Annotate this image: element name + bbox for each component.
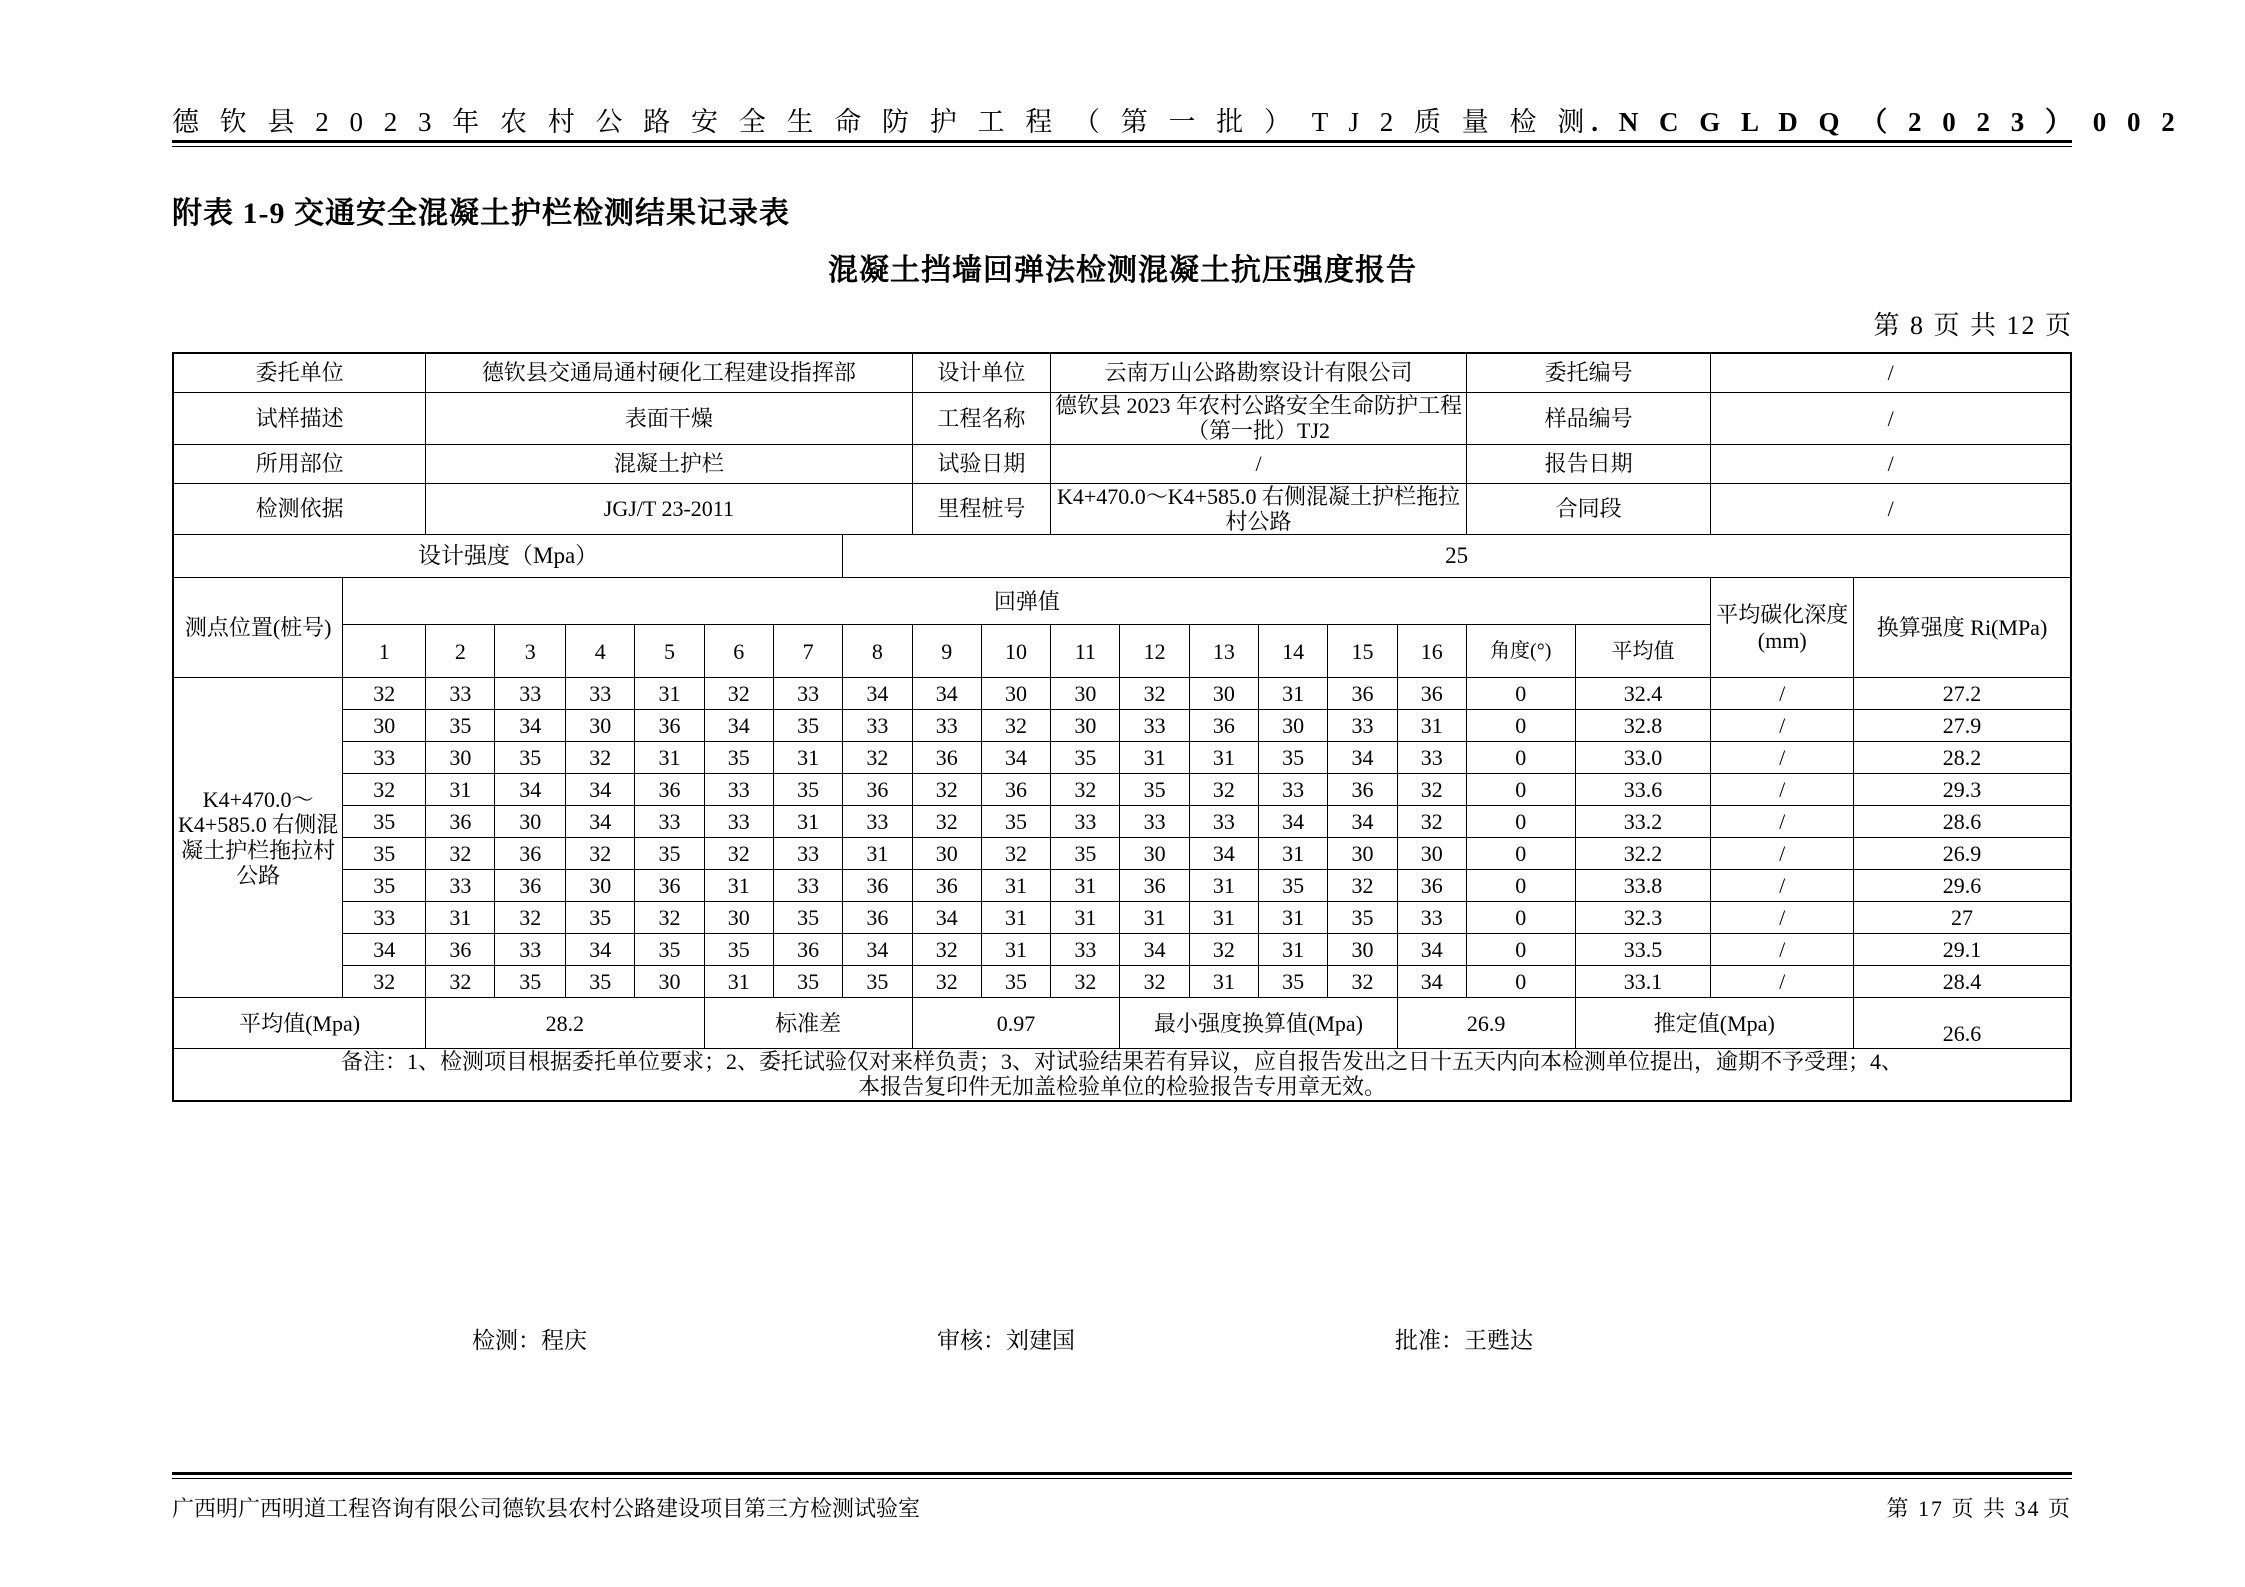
table-row bbox=[173, 806, 2071, 838]
cell-value: 35 bbox=[773, 902, 842, 934]
cell-value: 33 bbox=[704, 774, 773, 806]
label-test-basis: 检测依据 bbox=[173, 483, 426, 535]
cell-converted-strength: 27.9 bbox=[1854, 710, 2071, 742]
cell-angle: 0 bbox=[1466, 934, 1575, 966]
cell-converted-strength: 28.2 bbox=[1854, 742, 2071, 774]
cell-value: 31 bbox=[1259, 934, 1328, 966]
cell-average: 33.0 bbox=[1575, 742, 1711, 774]
cell-value: 34 bbox=[1259, 806, 1328, 838]
cell-value: 32 bbox=[566, 742, 635, 774]
notes-row bbox=[173, 1049, 2071, 1101]
info-row-3 bbox=[173, 444, 2071, 483]
value-contract-section: / bbox=[1711, 483, 2071, 535]
info-row-4 bbox=[173, 483, 2071, 535]
cell-value: 30 bbox=[343, 710, 426, 742]
cell-value: 33 bbox=[635, 806, 704, 838]
table-row bbox=[173, 902, 2071, 934]
cell-converted-strength: 28.6 bbox=[1854, 806, 2071, 838]
cell-value: 30 bbox=[426, 742, 495, 774]
value-report-date: / bbox=[1711, 444, 2071, 483]
cell-value: 35 bbox=[773, 966, 842, 998]
cell-value: 35 bbox=[1051, 742, 1120, 774]
cell-value: 31 bbox=[1397, 710, 1466, 742]
cell-converted-strength: 29.3 bbox=[1854, 774, 2071, 806]
cell-carbonation: / bbox=[1711, 710, 1854, 742]
cell-value: 35 bbox=[343, 838, 426, 870]
cell-angle: 0 bbox=[1466, 966, 1575, 998]
value-average-mpa: 28.2 bbox=[426, 998, 704, 1049]
cell-average: 33.1 bbox=[1575, 966, 1711, 998]
cell-value: 35 bbox=[704, 934, 773, 966]
cell-average: 33.5 bbox=[1575, 934, 1711, 966]
cell-value: 33 bbox=[773, 838, 842, 870]
cell-average: 32.4 bbox=[1575, 678, 1711, 710]
cell-value: 36 bbox=[1397, 678, 1466, 710]
cell-value: 32 bbox=[1397, 806, 1466, 838]
cell-value: 31 bbox=[1189, 902, 1258, 934]
cell-converted-strength: 29.6 bbox=[1854, 870, 2071, 902]
cell-converted-strength: 27.2 bbox=[1854, 678, 2071, 710]
value-sample-number: / bbox=[1711, 393, 2071, 445]
footer-divider bbox=[172, 1472, 2072, 1479]
cell-value: 31 bbox=[1120, 902, 1189, 934]
running-footer bbox=[172, 1492, 2072, 1523]
cell-value: 35 bbox=[1259, 966, 1328, 998]
table-row bbox=[173, 966, 2071, 998]
cell-value: 34 bbox=[1397, 934, 1466, 966]
cell-angle: 0 bbox=[1466, 710, 1575, 742]
table-row bbox=[173, 742, 2071, 774]
cell-value: 35 bbox=[1259, 742, 1328, 774]
cell-carbonation: / bbox=[1711, 870, 1854, 902]
cell-value: 33 bbox=[1120, 806, 1189, 838]
cell-value: 33 bbox=[773, 870, 842, 902]
cell-value: 31 bbox=[1189, 742, 1258, 774]
cell-value: 33 bbox=[1051, 934, 1120, 966]
cell-value: 32 bbox=[426, 966, 495, 998]
cell-value: 33 bbox=[566, 678, 635, 710]
label-commissioning-unit: 委托单位 bbox=[173, 353, 426, 393]
label-estimated-value: 推定值(Mpa) bbox=[1575, 998, 1854, 1049]
cell-value: 34 bbox=[1328, 742, 1397, 774]
column-header-group-row bbox=[173, 578, 2071, 625]
cell-value: 34 bbox=[1328, 806, 1397, 838]
cell-value: 33 bbox=[343, 742, 426, 774]
signature-inspector: 检测：程庆 bbox=[472, 1328, 587, 1353]
cell-value: 34 bbox=[704, 710, 773, 742]
summary-row bbox=[173, 998, 2071, 1049]
footer-page-number: 第 17 页 共 34 页 bbox=[1886, 1496, 2072, 1521]
cell-value: 36 bbox=[1328, 678, 1397, 710]
cell-value: 32 bbox=[1051, 774, 1120, 806]
cell-average: 33.8 bbox=[1575, 870, 1711, 902]
cell-value: 33 bbox=[1397, 742, 1466, 774]
header-col-16: 16 bbox=[1397, 625, 1466, 678]
cell-value: 36 bbox=[981, 774, 1050, 806]
cell-value: 32 bbox=[704, 838, 773, 870]
cell-value: 32 bbox=[1189, 774, 1258, 806]
cell-value: 31 bbox=[635, 678, 704, 710]
cell-value: 30 bbox=[1328, 934, 1397, 966]
cell-value: 30 bbox=[495, 806, 566, 838]
table-row bbox=[173, 678, 2071, 710]
header-document-code: . N C G L D Q （ 2 0 2 3 ） 0 0 2 bbox=[1591, 107, 2182, 137]
value-project-name: 德钦县 2023 年农村公路安全生命防护工程（第一批）TJ2 bbox=[1051, 393, 1467, 445]
label-sample-description: 试样描述 bbox=[173, 393, 426, 445]
cell-value: 31 bbox=[981, 934, 1050, 966]
value-mileage-stake: K4+470.0～K4+585.0 右侧混凝土护栏拖拉村公路 bbox=[1051, 483, 1467, 535]
cell-value: 36 bbox=[843, 774, 912, 806]
cell-value: 33 bbox=[495, 678, 566, 710]
cell-value: 31 bbox=[1120, 742, 1189, 774]
cell-value: 36 bbox=[635, 870, 704, 902]
header-col-8: 8 bbox=[843, 625, 912, 678]
cell-value: 33 bbox=[1259, 774, 1328, 806]
cell-value: 34 bbox=[495, 774, 566, 806]
header-col-4: 4 bbox=[566, 625, 635, 678]
cell-value: 36 bbox=[912, 742, 981, 774]
cell-angle: 0 bbox=[1466, 678, 1575, 710]
header-col-5: 5 bbox=[635, 625, 704, 678]
cell-value: 35 bbox=[773, 774, 842, 806]
cell-converted-strength: 28.4 bbox=[1854, 966, 2071, 998]
header-col-1: 1 bbox=[343, 625, 426, 678]
cell-value: 36 bbox=[843, 870, 912, 902]
design-strength-row bbox=[173, 535, 2071, 578]
header-carbonation-depth: 平均碳化深度(mm) bbox=[1711, 578, 1854, 678]
value-design-strength: 25 bbox=[843, 535, 2071, 578]
cell-converted-strength: 27 bbox=[1854, 902, 2071, 934]
cell-value: 34 bbox=[495, 710, 566, 742]
cell-value: 34 bbox=[912, 678, 981, 710]
cell-average: 33.6 bbox=[1575, 774, 1711, 806]
cell-value: 34 bbox=[566, 934, 635, 966]
cell-value: 32 bbox=[1328, 966, 1397, 998]
cell-value: 30 bbox=[566, 870, 635, 902]
cell-value: 32 bbox=[1397, 774, 1466, 806]
table-row bbox=[173, 870, 2071, 902]
value-test-date: / bbox=[1051, 444, 1467, 483]
header-converted-strength: 换算强度 Ri(MPa) bbox=[1854, 578, 2071, 678]
cell-value: 34 bbox=[981, 742, 1050, 774]
cell-angle: 0 bbox=[1466, 902, 1575, 934]
label-design-strength: 设计强度（Mpa） bbox=[173, 535, 843, 578]
cell-value: 31 bbox=[981, 902, 1050, 934]
cell-value: 32 bbox=[343, 774, 426, 806]
cell-value: 31 bbox=[843, 838, 912, 870]
cell-value: 33 bbox=[1397, 902, 1466, 934]
cell-value: 33 bbox=[1051, 806, 1120, 838]
header-col-3: 3 bbox=[495, 625, 566, 678]
table-row bbox=[173, 710, 2071, 742]
cell-angle: 0 bbox=[1466, 838, 1575, 870]
cell-value: 31 bbox=[704, 966, 773, 998]
cell-value: 34 bbox=[912, 902, 981, 934]
header-col-14: 14 bbox=[1259, 625, 1328, 678]
cell-value: 36 bbox=[1120, 870, 1189, 902]
cell-value: 35 bbox=[566, 902, 635, 934]
cell-value: 35 bbox=[981, 966, 1050, 998]
cell-value: 31 bbox=[426, 902, 495, 934]
cell-value: 32 bbox=[912, 806, 981, 838]
cell-value: 33 bbox=[1120, 710, 1189, 742]
cell-value: 31 bbox=[1189, 870, 1258, 902]
cell-value: 30 bbox=[635, 966, 704, 998]
cell-value: 34 bbox=[566, 774, 635, 806]
report-title: 混凝土挡墙回弹法检测混凝土抗压强度报告 bbox=[828, 254, 1417, 287]
header-col-9: 9 bbox=[912, 625, 981, 678]
label-min-converted: 最小强度换算值(Mpa) bbox=[1120, 998, 1397, 1049]
cell-value: 32 bbox=[635, 902, 704, 934]
running-header bbox=[172, 100, 2182, 139]
cell-value: 31 bbox=[1051, 870, 1120, 902]
cell-average: 32.8 bbox=[1575, 710, 1711, 742]
cell-value: 34 bbox=[343, 934, 426, 966]
value-estimated-value: 26.6 bbox=[1854, 998, 2071, 1049]
cell-value: 33 bbox=[1328, 710, 1397, 742]
cell-value: 34 bbox=[1397, 966, 1466, 998]
cell-average: 32.3 bbox=[1575, 902, 1711, 934]
cell-converted-strength: 26.9 bbox=[1854, 838, 2071, 870]
notes-line-1: 备注：1、检测项目根据委托单位要求；2、委托试验仅对来样负责；3、对试验结果若有异议，应自报告发出之日十五天内向本检测单位提出，逾期不予受理；4、 bbox=[340, 1049, 1903, 1075]
cell-value: 36 bbox=[1189, 710, 1258, 742]
cell-value: 35 bbox=[981, 806, 1050, 838]
cell-average: 33.2 bbox=[1575, 806, 1711, 838]
cell-value: 31 bbox=[426, 774, 495, 806]
page-indicator: 第 8 页 共 12 页 bbox=[1873, 311, 2073, 340]
header-col-2: 2 bbox=[426, 625, 495, 678]
cell-value: 32 bbox=[843, 742, 912, 774]
cell-value: 32 bbox=[566, 838, 635, 870]
cell-value: 35 bbox=[843, 966, 912, 998]
form-title: 附表 1-9 交通安全混凝土护栏检测结果记录表 bbox=[172, 197, 790, 230]
table-row bbox=[173, 838, 2071, 870]
cell-value: 35 bbox=[1120, 774, 1189, 806]
cell-value: 35 bbox=[495, 966, 566, 998]
value-sample-description: 表面干燥 bbox=[426, 393, 912, 445]
cell-angle: 0 bbox=[1466, 806, 1575, 838]
cell-value: 36 bbox=[635, 710, 704, 742]
cell-value: 30 bbox=[704, 902, 773, 934]
cell-value: 35 bbox=[704, 742, 773, 774]
cell-value: 35 bbox=[343, 870, 426, 902]
cell-value: 30 bbox=[1051, 678, 1120, 710]
table-row bbox=[173, 934, 2071, 966]
info-row-2 bbox=[173, 393, 2071, 445]
cell-angle: 0 bbox=[1466, 742, 1575, 774]
cell-value: 35 bbox=[773, 710, 842, 742]
header-measure-location: 测点位置(桩号) bbox=[173, 578, 343, 678]
cell-carbonation: / bbox=[1711, 742, 1854, 774]
signature-reviewer: 审核：刘建国 bbox=[937, 1328, 1075, 1353]
cell-value: 32 bbox=[704, 678, 773, 710]
cell-value: 31 bbox=[1259, 902, 1328, 934]
cell-value: 33 bbox=[426, 870, 495, 902]
cell-value: 32 bbox=[1189, 934, 1258, 966]
cell-value: 35 bbox=[1259, 870, 1328, 902]
cell-carbonation: / bbox=[1711, 806, 1854, 838]
cell-value: 32 bbox=[1328, 870, 1397, 902]
cell-value: 32 bbox=[495, 902, 566, 934]
cell-average: 32.2 bbox=[1575, 838, 1711, 870]
cell-value: 35 bbox=[635, 838, 704, 870]
cell-value: 32 bbox=[426, 838, 495, 870]
cell-value: 32 bbox=[1120, 678, 1189, 710]
cell-value: 30 bbox=[912, 838, 981, 870]
cell-value: 36 bbox=[773, 934, 842, 966]
header-col-6: 6 bbox=[704, 625, 773, 678]
table-row bbox=[173, 774, 2071, 806]
cell-value: 31 bbox=[635, 742, 704, 774]
header-col-15: 15 bbox=[1328, 625, 1397, 678]
label-mileage-stake: 里程桩号 bbox=[912, 483, 1051, 535]
cell-value: 33 bbox=[426, 678, 495, 710]
value-test-basis: JGJ/T 23-2011 bbox=[426, 483, 912, 535]
cell-value: 32 bbox=[343, 966, 426, 998]
cell-angle: 0 bbox=[1466, 870, 1575, 902]
cell-value: 32 bbox=[1120, 966, 1189, 998]
cell-value: 31 bbox=[981, 870, 1050, 902]
header-rebound-group: 回弹值 bbox=[343, 578, 1711, 625]
cell-value: 30 bbox=[1189, 678, 1258, 710]
cell-value: 32 bbox=[912, 934, 981, 966]
cell-value: 30 bbox=[1397, 838, 1466, 870]
label-location-used: 所用部位 bbox=[173, 444, 426, 483]
cell-value: 31 bbox=[1189, 966, 1258, 998]
label-design-unit: 设计单位 bbox=[912, 353, 1051, 393]
label-test-date: 试验日期 bbox=[912, 444, 1051, 483]
cell-value: 34 bbox=[566, 806, 635, 838]
cell-value: 30 bbox=[1259, 710, 1328, 742]
info-row-1 bbox=[173, 353, 2071, 393]
cell-angle: 0 bbox=[1466, 774, 1575, 806]
cell-value: 30 bbox=[1051, 710, 1120, 742]
header-col-10: 10 bbox=[981, 625, 1050, 678]
value-min-converted: 26.9 bbox=[1397, 998, 1575, 1049]
cell-value: 33 bbox=[704, 806, 773, 838]
value-location-used: 混凝土护栏 bbox=[426, 444, 912, 483]
measure-location-value: K4+470.0～ K4+585.0 右侧混 凝土护栏拖拉村 公路 bbox=[173, 678, 343, 998]
cell-converted-strength: 29.1 bbox=[1854, 934, 2071, 966]
header-col-13: 13 bbox=[1189, 625, 1258, 678]
label-sample-number: 样品编号 bbox=[1466, 393, 1711, 445]
cell-value: 30 bbox=[981, 678, 1050, 710]
header-average: 平均值 bbox=[1575, 625, 1711, 678]
cell-value: 30 bbox=[566, 710, 635, 742]
cell-value: 34 bbox=[1120, 934, 1189, 966]
cell-value: 35 bbox=[495, 742, 566, 774]
value-std-dev: 0.97 bbox=[912, 998, 1120, 1049]
notes-line-2: 本报告复印件无加盖检验单位的检验报告专用章无效。 bbox=[857, 1074, 1386, 1100]
cell-value: 32 bbox=[343, 678, 426, 710]
header-col-7: 7 bbox=[773, 625, 842, 678]
cell-value: 33 bbox=[912, 710, 981, 742]
cell-value: 31 bbox=[704, 870, 773, 902]
cell-value: 31 bbox=[1259, 838, 1328, 870]
cell-value: 30 bbox=[1120, 838, 1189, 870]
cell-value: 34 bbox=[843, 678, 912, 710]
label-contract-section: 合同段 bbox=[1466, 483, 1711, 535]
cell-value: 36 bbox=[426, 934, 495, 966]
cell-value: 33 bbox=[495, 934, 566, 966]
cell-value: 33 bbox=[843, 806, 912, 838]
cell-value: 35 bbox=[1051, 838, 1120, 870]
cell-value: 35 bbox=[343, 806, 426, 838]
cell-value: 36 bbox=[495, 838, 566, 870]
value-design-unit: 云南万山公路勘察设计有限公司 bbox=[1051, 353, 1467, 393]
cell-value: 36 bbox=[1397, 870, 1466, 902]
label-average-mpa: 平均值(Mpa) bbox=[173, 998, 426, 1049]
header-project-title: 德 钦 县 2 0 2 3 年 农 村 公 路 安 全 生 命 防 护 工 程 （ 第 一 批 ） T J 2 质 量 检 测 bbox=[172, 107, 1592, 137]
cell-value: 33 bbox=[773, 678, 842, 710]
header-divider bbox=[172, 140, 2072, 147]
header-col-12: 12 bbox=[1120, 625, 1189, 678]
label-report-date: 报告日期 bbox=[1466, 444, 1711, 483]
cell-value: 36 bbox=[426, 806, 495, 838]
notes-cell bbox=[173, 1049, 2071, 1101]
cell-value: 30 bbox=[1328, 838, 1397, 870]
cell-value: 35 bbox=[1328, 902, 1397, 934]
cell-value: 32 bbox=[912, 966, 981, 998]
cell-value: 33 bbox=[343, 902, 426, 934]
label-project-name: 工程名称 bbox=[912, 393, 1051, 445]
cell-value: 33 bbox=[843, 710, 912, 742]
cell-value: 36 bbox=[635, 774, 704, 806]
cell-value: 32 bbox=[912, 774, 981, 806]
cell-value: 36 bbox=[495, 870, 566, 902]
report-table bbox=[172, 352, 2072, 1102]
header-col-11: 11 bbox=[1051, 625, 1120, 678]
value-commissioning-unit: 德钦县交通局通村硬化工程建设指挥部 bbox=[426, 353, 912, 393]
value-commission-number: / bbox=[1711, 353, 2071, 393]
cell-value: 31 bbox=[773, 742, 842, 774]
label-std-dev: 标准差 bbox=[704, 998, 912, 1049]
cell-value: 33 bbox=[1189, 806, 1258, 838]
cell-carbonation: / bbox=[1711, 838, 1854, 870]
cell-value: 34 bbox=[843, 934, 912, 966]
cell-value: 36 bbox=[1328, 774, 1397, 806]
cell-value: 32 bbox=[1051, 966, 1120, 998]
cell-value: 36 bbox=[912, 870, 981, 902]
cell-value: 35 bbox=[635, 934, 704, 966]
cell-carbonation: / bbox=[1711, 902, 1854, 934]
cell-carbonation: / bbox=[1711, 966, 1854, 998]
cell-value: 35 bbox=[566, 966, 635, 998]
cell-value: 31 bbox=[1051, 902, 1120, 934]
cell-value: 35 bbox=[426, 710, 495, 742]
cell-carbonation: / bbox=[1711, 678, 1854, 710]
cell-value: 34 bbox=[1189, 838, 1258, 870]
cell-value: 31 bbox=[773, 806, 842, 838]
label-commission-number: 委托编号 bbox=[1466, 353, 1711, 393]
cell-value: 32 bbox=[981, 838, 1050, 870]
cell-carbonation: / bbox=[1711, 934, 1854, 966]
cell-value: 32 bbox=[981, 710, 1050, 742]
signature-bar bbox=[172, 1322, 2072, 1355]
signature-approver: 批准：王甦达 bbox=[1395, 1328, 1533, 1353]
cell-carbonation: / bbox=[1711, 774, 1854, 806]
cell-value: 31 bbox=[1259, 678, 1328, 710]
header-angle: 角度(°) bbox=[1466, 625, 1575, 678]
cell-value: 36 bbox=[843, 902, 912, 934]
footer-lab-name: 广西明广西明道工程咨询有限公司德钦县农村公路建设项目第三方检测试验室 bbox=[172, 1496, 921, 1521]
